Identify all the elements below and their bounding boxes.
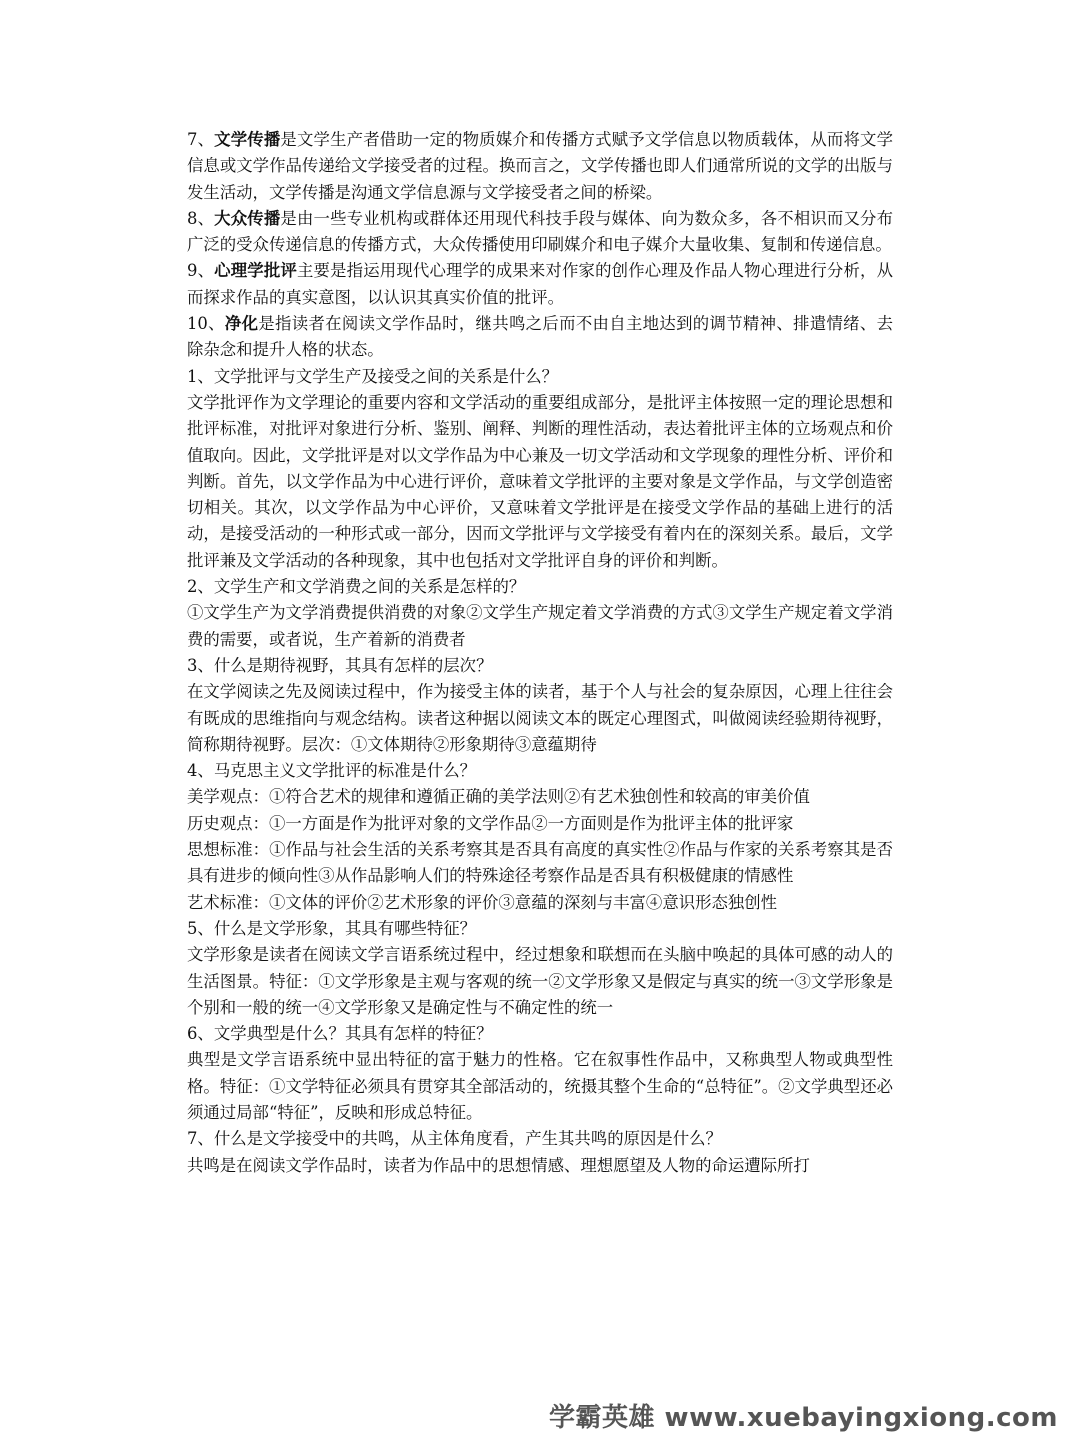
definition-9 xyxy=(187,258,893,311)
definition-number: 9、 xyxy=(187,261,215,281)
question-heading-3: 3、什么是期待视野，其具有怎样的层次？ xyxy=(187,655,493,675)
answer-paragraph: ①文学生产为文学消费提供消费的对象②文学生产规定着文学消费的方式③文学生产规定着文学消费的需要，或者说，生产着新的消费者 xyxy=(187,603,893,649)
question-heading-6: 6、文学典型是什么？其具有怎样的特征？ xyxy=(187,1024,493,1044)
definition-text: 主要是指运用现代心理学的成果来对作家的创作心理及作品人物心理进行分析，从而探求作品的真实意图，以认识其真实价值的批评。 xyxy=(187,261,894,307)
question-heading-7: 7、什么是文学接受中的共鸣，从主体角度看，产生其共鸣的原因是什么？ xyxy=(187,1129,722,1149)
definition-term: 大众传播 xyxy=(214,208,281,228)
definition-number: 8、 xyxy=(187,208,215,228)
definition-term: 文学传播 xyxy=(214,130,281,149)
definition-term: 心理学批评 xyxy=(214,261,297,281)
site-watermark: 学霸英雄 www.xuebayingxiong.com xyxy=(549,1403,1058,1433)
document-body xyxy=(187,127,893,1179)
answer-paragraph: 艺术标准：①文体的评价②艺术形象的评价③意蕴的深刻与丰富④意识形态独创性 xyxy=(187,892,778,912)
question-heading-5: 5、什么是文学形象，其具有哪些特征？ xyxy=(187,918,477,938)
definition-term: 净化 xyxy=(224,314,259,334)
definition-number: 7、 xyxy=(187,130,215,149)
question-heading-2: 2、文学生产和文学消费之间的关系是怎样的？ xyxy=(187,577,526,597)
answer-paragraph: 在文学阅读之先及阅读过程中，作为接受主体的读者，基于个人与社会的复杂原因，心理上往往会有既成的思维指向与观念结构。读者这种据以阅读文本的既定心理图式，叫做阅读经验期待视野，简称期待视野。层次：①文体期待②形象期待③意蕴期待 xyxy=(187,682,893,754)
definition-8 xyxy=(187,206,893,259)
definition-7 xyxy=(187,127,893,206)
definition-text: 是由一些专业机构或群体还用现代科技手段与媒体、向为数众多，各不相识而又分布广泛的受众传递信息的传播方式，大众传播使用印刷媒介和电子媒介大量收集、复制和传递信息。 xyxy=(187,208,894,255)
answer-paragraph: 文学批评作为文学理论的重要内容和文学活动的重要组成部分，是批评主体按照一定的理论思想和批评标准，对批评对象进行分析、鉴别、阐释、判断的理性活动，表达着批评主体的立场观点和价值取向。因此，文学批评是对以文学作品为中心兼及一切文学活动和文学现象的理性分析、评价和判断。首先，以文学作品为中心进行评价，意味着文学批评的主要对象是文学作品，与文学创造密切相关。其次，以文学作品为中心评价，又意味着文学批评是在接受文学作品的基础上进行的活动，是接受活动的一种形式或一部分，因而文学批评与文学接受有着内在的深刻关系。最后，文学批评兼及文学活动的各种现象，其中也包括对文学批评自身的评价和判断。 xyxy=(187,392,893,570)
answer-paragraph: 共鸣是在阅读文学作品时，读者为作品中的思想情感、理想愿望及人物的命运遭际所打 xyxy=(187,1155,810,1175)
answer-paragraph: 美学观点：①符合艺术的规律和遵循正确的美学法则②有艺术独创性和较高的审美价值 xyxy=(187,787,810,807)
definition-number: 10、 xyxy=(187,314,225,334)
question-heading-4: 4、马克思主义文学批评的标准是什么？ xyxy=(187,761,477,781)
answer-paragraph: 思想标准：①作品与社会生活的关系考察其是否具有高度的真实性②作品与作家的关系考察其是否具有进步的倾向性③从作品影响人们的特殊途径考察作品是否具有积极健康的情感性 xyxy=(187,840,893,886)
answer-paragraph: 历史观点：①一方面是作为批评对象的文学作品②一方面则是作为批评主体的批评家 xyxy=(187,813,794,833)
definition-text: 是指读者在阅读文学作品时，继共鸣之后而不由自主地达到的调节精神、排遣情绪、去除杂念和提升人格的状态。 xyxy=(187,314,893,360)
definition-10 xyxy=(187,311,893,364)
question-heading-1: 1、文学批评与文学生产及接受之间的关系是什么？ xyxy=(187,366,559,386)
answer-paragraph: 文学形象是读者在阅读文学言语系统过程中，经过想象和联想而在头脑中唤起的具体可感的动人的生活图景。特征：①文学形象是主观与客观的统一②文学形象又是假定与真实的统一③文学形象是个别和一般的统一④文学形象又是确定性与不确定性的统一 xyxy=(187,945,893,1017)
definition-text: 是文学生产者借助一定的物质媒介和传播方式赋予文学信息以物质载体，从而将文学信息或文学作品传递给文学接受者的过程。换而言之，文学传播也即人们通常所说的文学的出版与发生活动，文学传播是沟通文学信息源与文学接受者之间的桥梁。 xyxy=(187,130,894,202)
answer-paragraph: 典型是文学言语系统中显出特征的富于魅力的性格。它在叙事性作品中，又称典型人物或典型性格。特征：①文学特征必须具有贯穿其全部活动的，统摄其整个生命的“总特征”。②文学典型还必须通过局部“特征”，反映和形成总特征。 xyxy=(187,1050,893,1122)
